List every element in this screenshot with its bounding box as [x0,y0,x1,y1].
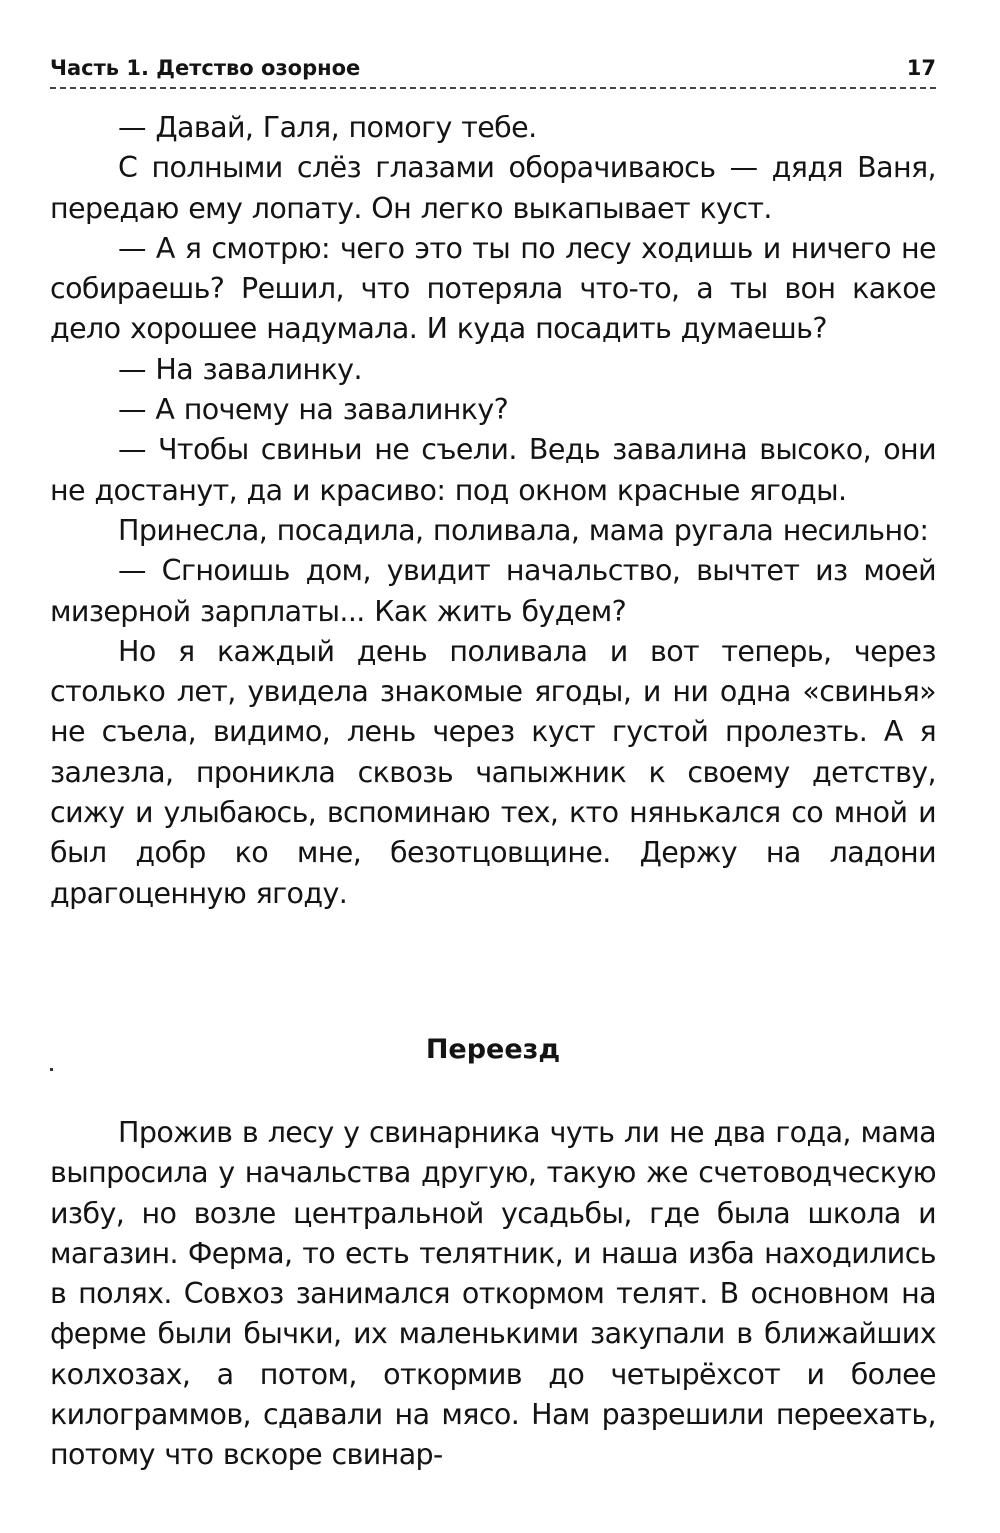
paragraph: — Чтобы свиньи не съели. Ведь завалина высоко, они не достанут, да и красиво: под окном красные ягоды. [50,433,936,507]
paragraph: С полными слёз глазами оборачиваюсь — дядя Ваня, передаю ему лопату. Он легко выкапывает куст. [50,151,936,225]
section-title: Переезд [425,1034,561,1065]
paragraph: — А я смотрю: чего это ты по лесу ходишь и ничего не собираешь? Решил, что потеряла что-то, а ты вон какое дело хорошее надумала. И куда посадить думаешь? [50,231,936,346]
section-text [50,1113,936,1476]
paragraph: — Давай, Галя, помогу тебе. [118,111,537,144]
paragraph: — На завалинку. [118,352,362,386]
story-text [50,108,936,914]
page-number: 17 [906,56,936,80]
paragraph: — Сгноишь дом, увидит начальство, вычтет из моей мизерной зарплаты... Как жить будем? [50,554,936,628]
paragraph: Но я каждый день поливала и вот теперь, через столько лет, увидела знакомые ягоды, и ни одна «свинья» не съела, видимо, лень через куст густой пролезть. А я залезла, проникла сквозь чапыжник к своему детству, сижу и улыбаюсь, вспоминаю тех, кто нянькался со мной и был добр ко мне, безотцовщине. Держу на ладони драгоценную ягоду. [50,634,936,910]
paragraph: Принесла, посадила, поливала, мама ругала несильно: [118,513,929,547]
running-head [50,40,936,80]
paragraph: Прожив в лесу у свинарника чуть ли не два года, мама выпросила у начальства другую, такую же счетоводческую избу, но возле центральной усадьбы, где была школа и магазин. Ферма, то есть телятник, и наша изба находились в полях. Совхоз занимался откормом телят. В основном на ферме были бычки, их маленькими закупали в ближайших колхозах, а потом, откормив до четырёхсот и более килограммов, сдавали на мясо. Нам разрешили переехать, потому что вскоре свинар- [50,1116,936,1472]
chapter-title: Часть 1. Детство озорное [50,56,361,80]
header-divider [50,87,936,89]
paragraph: — А почему на завалинку? [118,393,509,427]
